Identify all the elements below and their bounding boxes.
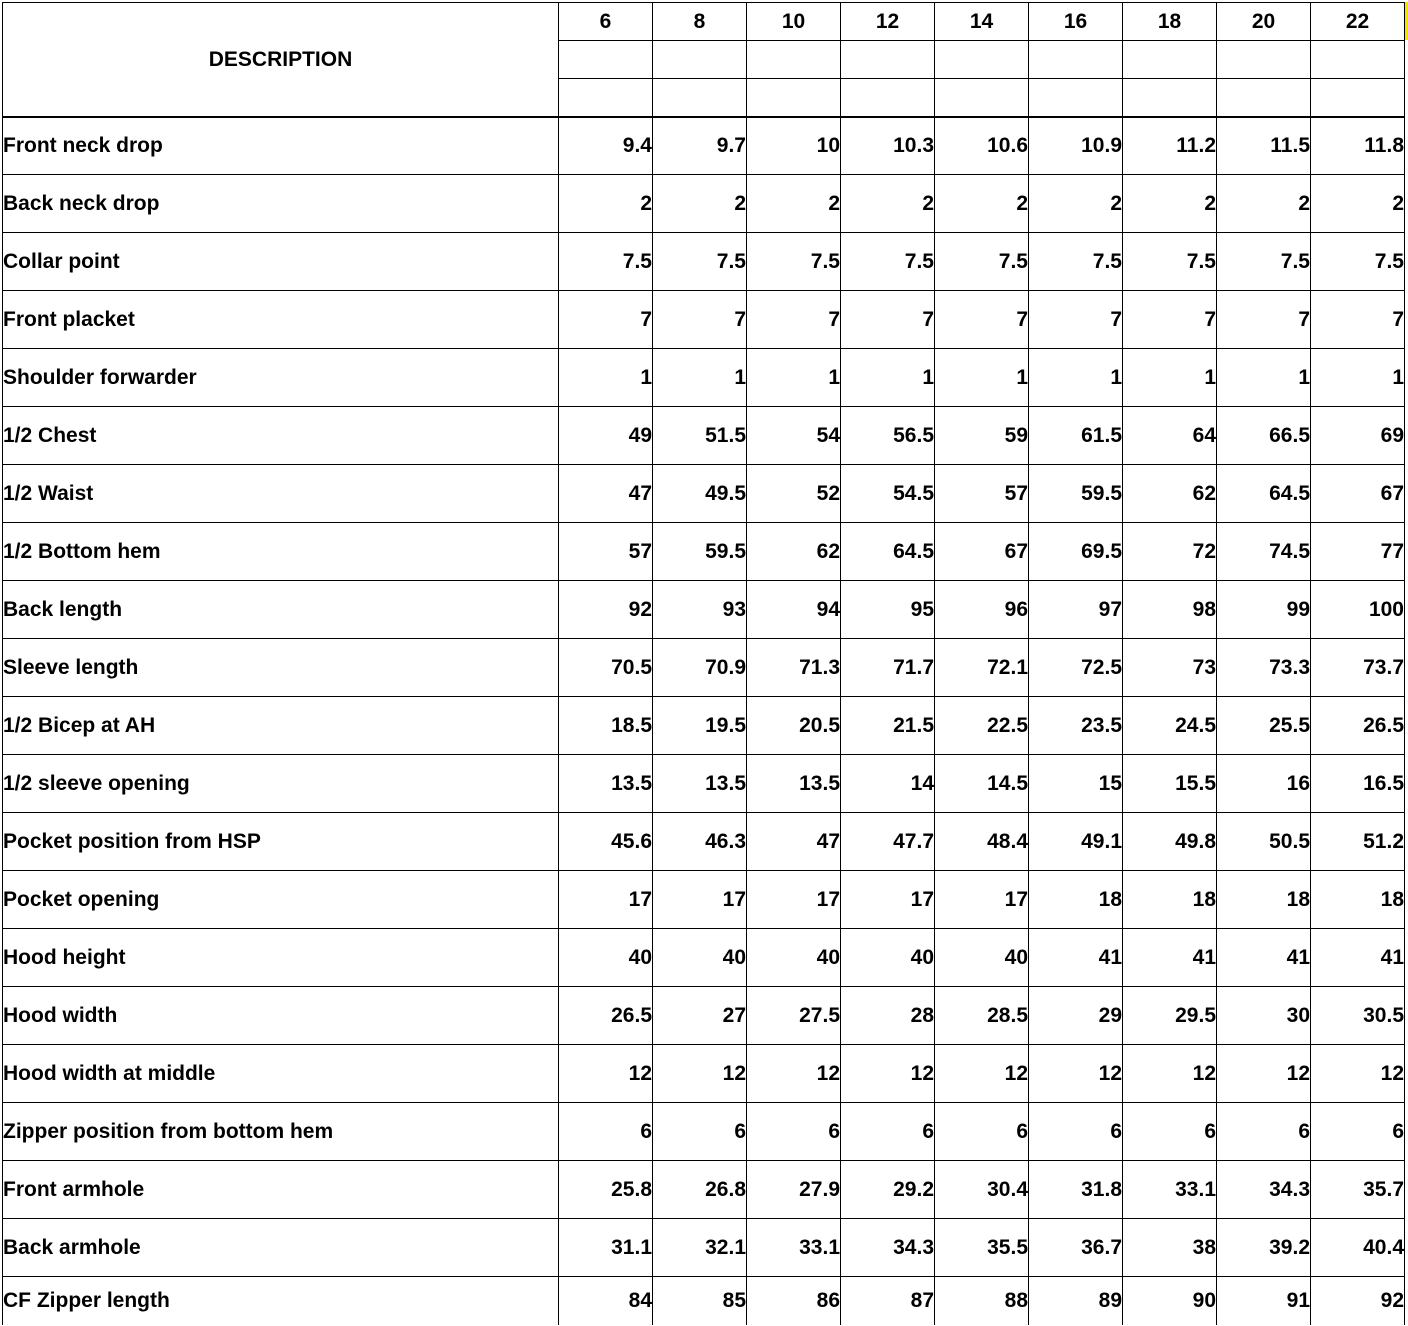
measurement-value: 2 (559, 175, 653, 233)
measurement-value: 7 (653, 291, 747, 349)
measurement-label: Front neck drop (3, 117, 559, 175)
measurement-label: Shoulder forwarder (3, 349, 559, 407)
measurement-value: 7 (747, 291, 841, 349)
measurement-value: 17 (841, 871, 935, 929)
measurement-label: 1/2 Bicep at AH (3, 697, 559, 755)
table-row (3, 523, 1405, 581)
measurement-value: 12 (653, 1045, 747, 1103)
table-row (3, 465, 1405, 523)
measurement-value: 72 (1123, 523, 1217, 581)
table-row (3, 755, 1405, 813)
table-row (3, 117, 1405, 175)
measurement-value: 15 (1029, 755, 1123, 813)
measurement-value: 40 (935, 929, 1029, 987)
measurement-value: 49.5 (653, 465, 747, 523)
blank-cell (1217, 41, 1311, 79)
measurement-value: 9.4 (559, 117, 653, 175)
measurement-value: 9.7 (653, 117, 747, 175)
measurement-value: 7.5 (559, 233, 653, 291)
measurement-value: 47 (747, 813, 841, 871)
measurement-value: 67 (935, 523, 1029, 581)
measurement-value: 13.5 (559, 755, 653, 813)
measurement-value: 10.3 (841, 117, 935, 175)
size-header: 16 (1029, 3, 1123, 41)
measurement-value: 69 (1311, 407, 1405, 465)
measurement-value: 2 (1217, 175, 1311, 233)
measurement-label: Back armhole (3, 1219, 559, 1277)
header-row-sizes (3, 3, 1405, 41)
measurement-value: 25.5 (1217, 697, 1311, 755)
measurement-value: 2 (1123, 175, 1217, 233)
table-row (3, 291, 1405, 349)
measurement-value: 12 (559, 1045, 653, 1103)
measurement-value: 30 (1217, 987, 1311, 1045)
measurement-value: 6 (1123, 1103, 1217, 1161)
measurement-value: 23.5 (1029, 697, 1123, 755)
blank-cell (1029, 41, 1123, 79)
blank-cell (935, 79, 1029, 117)
measurement-value: 50.5 (1217, 813, 1311, 871)
measurement-value: 6 (747, 1103, 841, 1161)
measurement-value: 1 (1029, 349, 1123, 407)
blank-cell (841, 41, 935, 79)
measurement-value: 32.1 (653, 1219, 747, 1277)
size-header: 8 (653, 3, 747, 41)
measurement-value: 15.5 (1123, 755, 1217, 813)
blank-cell (1123, 79, 1217, 117)
measurement-value: 12 (1217, 1045, 1311, 1103)
table-row (3, 349, 1405, 407)
measurement-value: 7.5 (1123, 233, 1217, 291)
measurement-value: 92 (1311, 1277, 1405, 1325)
measurement-value: 6 (935, 1103, 1029, 1161)
measurement-value: 2 (1029, 175, 1123, 233)
measurement-value: 70.5 (559, 639, 653, 697)
measurement-value: 71.7 (841, 639, 935, 697)
measurement-value: 61.5 (1029, 407, 1123, 465)
measurement-value: 29.2 (841, 1161, 935, 1219)
measurement-value: 34.3 (841, 1219, 935, 1277)
measurement-value: 29.5 (1123, 987, 1217, 1045)
measurement-value: 1 (559, 349, 653, 407)
measurement-value: 13.5 (747, 755, 841, 813)
measurement-value: 64.5 (841, 523, 935, 581)
size-header: 10 (747, 3, 841, 41)
measurement-value: 100 (1311, 581, 1405, 639)
measurement-value: 70.9 (653, 639, 747, 697)
measurement-value: 21.5 (841, 697, 935, 755)
measurement-value: 10.6 (935, 117, 1029, 175)
measurement-value: 77 (1311, 523, 1405, 581)
size-header: 18 (1123, 3, 1217, 41)
measurement-value: 25.8 (559, 1161, 653, 1219)
measurement-value: 38 (1123, 1219, 1217, 1277)
description-header: DESCRIPTION (3, 3, 559, 117)
table-row (3, 233, 1405, 291)
measurement-value: 95 (841, 581, 935, 639)
measurement-value: 41 (1217, 929, 1311, 987)
measurement-value: 40 (653, 929, 747, 987)
measurement-value: 7 (935, 291, 1029, 349)
measurement-value: 97 (1029, 581, 1123, 639)
measurement-label: 1/2 Waist (3, 465, 559, 523)
blank-cell (1217, 79, 1311, 117)
table-row (3, 175, 1405, 233)
measurement-value: 54.5 (841, 465, 935, 523)
measurement-value: 6 (1311, 1103, 1405, 1161)
measurement-value: 45.6 (559, 813, 653, 871)
measurement-value: 12 (935, 1045, 1029, 1103)
table-row (3, 987, 1405, 1045)
blank-cell (1123, 41, 1217, 79)
measurement-value: 28 (841, 987, 935, 1045)
blank-cell (1029, 79, 1123, 117)
measurement-value: 7 (1217, 291, 1311, 349)
measurement-value: 12 (1311, 1045, 1405, 1103)
measurement-label: Hood width (3, 987, 559, 1045)
size-header: 14 (935, 3, 1029, 41)
measurement-value: 73 (1123, 639, 1217, 697)
table-row (3, 639, 1405, 697)
measurement-label: 1/2 sleeve opening (3, 755, 559, 813)
measurement-value: 39.2 (1217, 1219, 1311, 1277)
measurement-value: 62 (1123, 465, 1217, 523)
measurement-value: 36.7 (1029, 1219, 1123, 1277)
measurement-value: 7.5 (935, 233, 1029, 291)
measurement-value: 41 (1311, 929, 1405, 987)
measurement-value: 33.1 (1123, 1161, 1217, 1219)
measurement-value: 22.5 (935, 697, 1029, 755)
measurement-value: 14.5 (935, 755, 1029, 813)
measurement-value: 24.5 (1123, 697, 1217, 755)
measurement-value: 6 (653, 1103, 747, 1161)
measurement-value: 47.7 (841, 813, 935, 871)
measurement-value: 7 (1123, 291, 1217, 349)
measurement-value: 96 (935, 581, 1029, 639)
measurement-value: 7 (1311, 291, 1405, 349)
measurement-label: Collar point (3, 233, 559, 291)
blank-cell (1311, 79, 1405, 117)
measurement-value: 66.5 (1217, 407, 1311, 465)
measurement-value: 62 (747, 523, 841, 581)
measurement-value: 18.5 (559, 697, 653, 755)
measurement-value: 47 (559, 465, 653, 523)
measurement-value: 11.2 (1123, 117, 1217, 175)
measurement-value: 1 (935, 349, 1029, 407)
measurement-value: 12 (841, 1045, 935, 1103)
measurement-value: 41 (1029, 929, 1123, 987)
measurement-value: 6 (1029, 1103, 1123, 1161)
measurement-value: 85 (653, 1277, 747, 1325)
measurement-value: 35.5 (935, 1219, 1029, 1277)
measurement-label: Zipper position from bottom hem (3, 1103, 559, 1161)
measurement-value: 7.5 (1311, 233, 1405, 291)
measurement-value: 7.5 (747, 233, 841, 291)
measurement-value: 10.9 (1029, 117, 1123, 175)
measurement-value: 19.5 (653, 697, 747, 755)
measurement-value: 12 (747, 1045, 841, 1103)
measurement-value: 84 (559, 1277, 653, 1325)
measurement-label: Pocket opening (3, 871, 559, 929)
measurement-value: 7.5 (1029, 233, 1123, 291)
measurement-value: 71.3 (747, 639, 841, 697)
table-row (3, 697, 1405, 755)
table-row (3, 871, 1405, 929)
measurement-value: 29 (1029, 987, 1123, 1045)
blank-cell (935, 41, 1029, 79)
table-row (3, 581, 1405, 639)
measurement-value: 7.5 (841, 233, 935, 291)
measurement-label: Front armhole (3, 1161, 559, 1219)
measurement-value: 69.5 (1029, 523, 1123, 581)
measurement-value: 59.5 (1029, 465, 1123, 523)
measurement-label: Front placket (3, 291, 559, 349)
measurement-value: 49.8 (1123, 813, 1217, 871)
measurement-value: 1 (841, 349, 935, 407)
size-header: 12 (841, 3, 935, 41)
measurement-value: 1 (1217, 349, 1311, 407)
measurement-value: 46.3 (653, 813, 747, 871)
measurement-value: 88 (935, 1277, 1029, 1325)
measurement-value: 64.5 (1217, 465, 1311, 523)
measurement-value: 67 (1311, 465, 1405, 523)
measurement-value: 2 (935, 175, 1029, 233)
measurement-value: 56.5 (841, 407, 935, 465)
measurement-value: 7 (841, 291, 935, 349)
measurement-value: 2 (653, 175, 747, 233)
measurement-value: 1 (1123, 349, 1217, 407)
measurement-value: 1 (747, 349, 841, 407)
measurement-value: 1 (1311, 349, 1405, 407)
measurement-label: 1/2 Bottom hem (3, 523, 559, 581)
measurement-value: 74.5 (1217, 523, 1311, 581)
size-header: 6 (559, 3, 653, 41)
measurement-value: 28.5 (935, 987, 1029, 1045)
table-row (3, 813, 1405, 871)
measurement-value: 73.7 (1311, 639, 1405, 697)
measurement-value: 31.1 (559, 1219, 653, 1277)
size-spec-table (2, 2, 1405, 1325)
measurement-label: Back length (3, 581, 559, 639)
measurement-value: 59.5 (653, 523, 747, 581)
measurement-value: 26.8 (653, 1161, 747, 1219)
measurement-value: 59 (935, 407, 1029, 465)
table-row (3, 1219, 1405, 1277)
measurement-value: 90 (1123, 1277, 1217, 1325)
measurement-value: 51.5 (653, 407, 747, 465)
measurement-value: 12 (1029, 1045, 1123, 1103)
measurement-value: 6 (1217, 1103, 1311, 1161)
measurement-value: 93 (653, 581, 747, 639)
table-row (3, 1277, 1405, 1325)
measurement-value: 18 (1123, 871, 1217, 929)
measurement-value: 12 (1123, 1045, 1217, 1103)
measurement-label: Pocket position from HSP (3, 813, 559, 871)
measurement-value: 16 (1217, 755, 1311, 813)
measurement-value: 17 (653, 871, 747, 929)
measurement-value: 1 (653, 349, 747, 407)
measurement-value: 40 (747, 929, 841, 987)
measurement-value: 94 (747, 581, 841, 639)
table-row (3, 1103, 1405, 1161)
measurement-value: 48.4 (935, 813, 1029, 871)
measurement-value: 35.7 (1311, 1161, 1405, 1219)
measurement-label: 1/2 Chest (3, 407, 559, 465)
measurement-value: 33.1 (747, 1219, 841, 1277)
blank-cell (559, 41, 653, 79)
measurement-value: 52 (747, 465, 841, 523)
measurement-value: 31.8 (1029, 1161, 1123, 1219)
measurement-label: Back neck drop (3, 175, 559, 233)
measurement-value: 86 (747, 1277, 841, 1325)
measurement-value: 2 (841, 175, 935, 233)
measurement-value: 7.5 (1217, 233, 1311, 291)
measurement-value: 10 (747, 117, 841, 175)
measurement-label: Sleeve length (3, 639, 559, 697)
measurement-value: 27 (653, 987, 747, 1045)
measurement-value: 49.1 (1029, 813, 1123, 871)
measurement-value: 98 (1123, 581, 1217, 639)
blank-cell (653, 79, 747, 117)
measurement-value: 72.5 (1029, 639, 1123, 697)
measurement-value: 13.5 (653, 755, 747, 813)
measurement-value: 2 (747, 175, 841, 233)
measurement-value: 7.5 (653, 233, 747, 291)
measurement-label: Hood width at middle (3, 1045, 559, 1103)
measurement-value: 11.5 (1217, 117, 1311, 175)
measurement-value: 73.3 (1217, 639, 1311, 697)
measurement-value: 20.5 (747, 697, 841, 755)
measurement-value: 72.1 (935, 639, 1029, 697)
measurement-value: 6 (841, 1103, 935, 1161)
measurement-value: 99 (1217, 581, 1311, 639)
measurement-value: 17 (747, 871, 841, 929)
measurement-value: 18 (1311, 871, 1405, 929)
blank-cell (559, 79, 653, 117)
measurement-value: 34.3 (1217, 1161, 1311, 1219)
measurement-value: 40 (559, 929, 653, 987)
table-row (3, 1161, 1405, 1219)
measurement-value: 17 (559, 871, 653, 929)
measurement-label: Hood height (3, 929, 559, 987)
measurement-value: 40 (841, 929, 935, 987)
blank-cell (747, 41, 841, 79)
measurement-value: 30.4 (935, 1161, 1029, 1219)
measurement-value: 18 (1029, 871, 1123, 929)
measurement-value: 57 (559, 523, 653, 581)
measurement-value: 11.8 (1311, 117, 1405, 175)
blank-cell (747, 79, 841, 117)
measurement-value: 51.2 (1311, 813, 1405, 871)
measurement-value: 30.5 (1311, 987, 1405, 1045)
measurement-value: 7 (559, 291, 653, 349)
measurement-value: 64 (1123, 407, 1217, 465)
measurement-value: 26.5 (1311, 697, 1405, 755)
measurement-value: 6 (559, 1103, 653, 1161)
measurement-value: 40.4 (1311, 1219, 1405, 1277)
measurement-label: CF Zipper length (3, 1277, 559, 1325)
measurement-value: 14 (841, 755, 935, 813)
measurement-value: 27.9 (747, 1161, 841, 1219)
measurement-value: 2 (1311, 175, 1405, 233)
measurement-value: 91 (1217, 1277, 1311, 1325)
measurement-value: 54 (747, 407, 841, 465)
measurement-value: 26.5 (559, 987, 653, 1045)
measurement-value: 57 (935, 465, 1029, 523)
blank-cell (841, 79, 935, 117)
measurement-value: 92 (559, 581, 653, 639)
table-row (3, 407, 1405, 465)
measurement-value: 87 (841, 1277, 935, 1325)
measurement-value: 16.5 (1311, 755, 1405, 813)
measurement-value: 7 (1029, 291, 1123, 349)
blank-cell (1311, 41, 1405, 79)
size-header: 22 (1311, 3, 1405, 41)
measurement-value: 49 (559, 407, 653, 465)
measurement-value: 17 (935, 871, 1029, 929)
measurement-value: 89 (1029, 1277, 1123, 1325)
measurement-value: 41 (1123, 929, 1217, 987)
measurement-value: 27.5 (747, 987, 841, 1045)
size-header: 20 (1217, 3, 1311, 41)
measurement-value: 18 (1217, 871, 1311, 929)
table-row (3, 929, 1405, 987)
blank-cell (653, 41, 747, 79)
table-row (3, 1045, 1405, 1103)
